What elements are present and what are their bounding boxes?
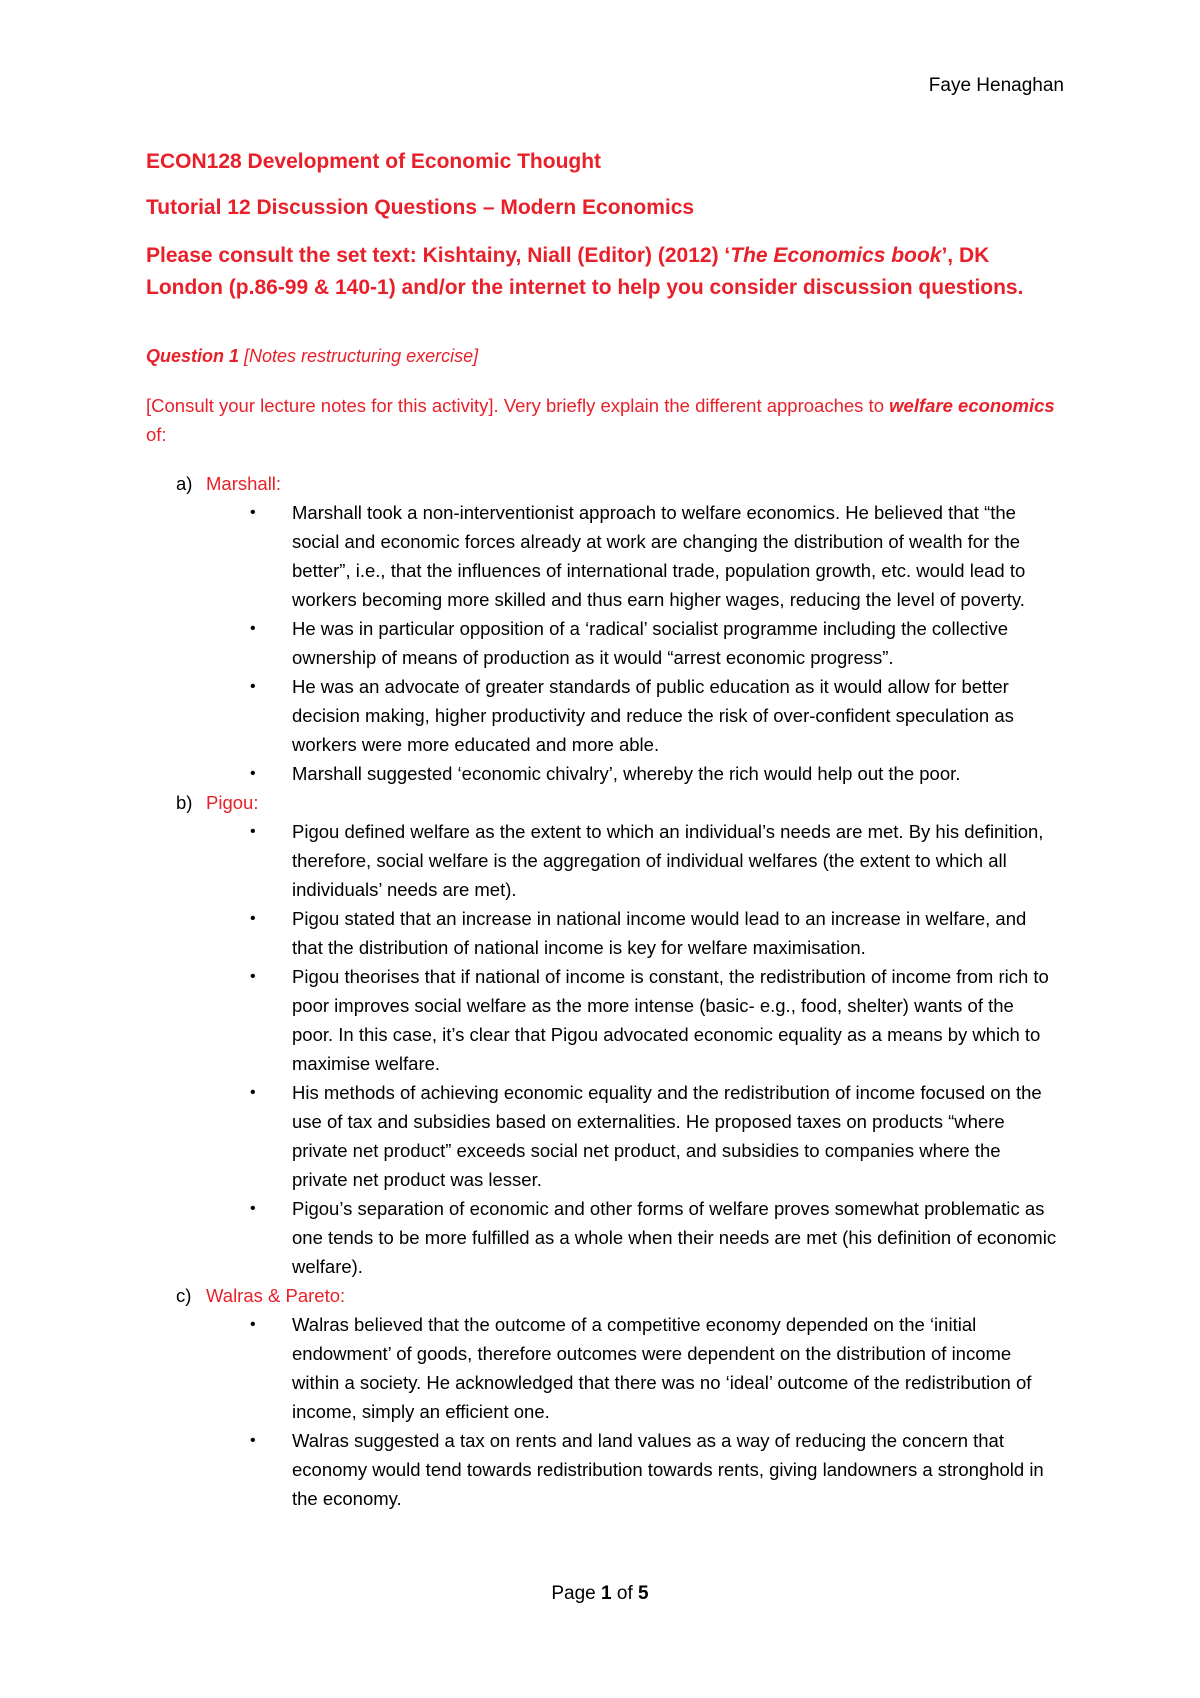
section-heading [146, 469, 1058, 498]
bullet-list [146, 498, 1058, 788]
footer-page-total: 5 [638, 1583, 649, 1604]
instruction-book-title: The Economics book [730, 244, 942, 267]
answer-section [146, 469, 1058, 788]
page-footer [0, 1583, 1200, 1605]
footer-page-word: Page [551, 1583, 596, 1604]
bullet-icon: • [250, 910, 256, 927]
list-item [146, 759, 1058, 788]
bullet-icon: • [250, 620, 256, 637]
instruction-part2: ’, DK London (p.86-99 & 140-1) and/or the internet to help you consider discussion questions. [146, 244, 1024, 299]
bullet-text: Walras believed that the outcome of a competitive economy depended on the ‘initial endowment’ of goods, therefore outcomes were dependent on the distribution of income within a society. He acknowledged that there was no ‘ideal’ outcome of the redistribution of income, simply an efficient one. [292, 1314, 1032, 1422]
answer-section [146, 1281, 1058, 1513]
section-heading [146, 1281, 1058, 1310]
section-name: Marshall: [206, 473, 282, 494]
list-item [146, 614, 1058, 672]
bullet-list [146, 817, 1058, 1281]
section-name: Walras & Pareto: [206, 1285, 346, 1306]
bullet-icon: • [250, 1432, 256, 1449]
bullet-list [146, 1310, 1058, 1513]
list-item [146, 1310, 1058, 1426]
answer-sections [146, 469, 1058, 1513]
bullet-icon: • [250, 504, 256, 521]
question-label: Question 1 [146, 346, 245, 366]
question-subtitle: [Notes restructuring exercise] [244, 346, 479, 366]
list-item [146, 498, 1058, 614]
instruction-text [146, 240, 1058, 304]
bullet-text: Pigou’s separation of economic and other forms of welfare proves somewhat problematic as one tends to be more fulfilled as a whole when their needs are met (his definition of economic welfare). [292, 1198, 1057, 1277]
bullet-text: Marshall suggested ‘economic chivalry’, whereby the rich would help out the poor. [292, 763, 961, 784]
answer-section [146, 788, 1058, 1281]
prompt-end: of: [146, 424, 167, 445]
bullet-icon: • [250, 1084, 256, 1101]
section-name: Pigou: [206, 792, 259, 813]
list-item [146, 1078, 1058, 1194]
footer-of-word: of [616, 1583, 633, 1604]
list-item [146, 817, 1058, 904]
bullet-text: His methods of achieving economic equality and the redistribution of income focused on the use of tax and subsidies based on externalities. He proposed taxes on products “where private net product” exceeds social net product, and subsidies to companies where the private net product was lesser. [292, 1082, 1042, 1190]
list-item [146, 904, 1058, 962]
list-item [146, 962, 1058, 1078]
bullet-icon: • [250, 968, 256, 985]
bullet-text: Pigou stated that an increase in national income would lead to an increase in welfare, and that the distribution of national income is key for welfare maximisation. [292, 908, 1027, 958]
header-author: Faye Henaghan [928, 75, 1064, 96]
section-letter: b) [176, 792, 193, 813]
footer-page-number: 1 [601, 1583, 612, 1604]
bullet-icon: • [250, 823, 256, 840]
document-body [146, 148, 1058, 1513]
bullet-text: Pigou defined welfare as the extent to which an individual’s needs are met. By his definition, therefore, social welfare is the aggregation of individual welfares (the extent to which all individuals’ needs are met). [292, 821, 1044, 900]
list-item [146, 1194, 1058, 1281]
bullet-text: He was an advocate of greater standards of public education as it would allow for better decision making, higher productivity and reduce the risk of over-confident speculation as workers were more educated and more able. [292, 676, 1014, 755]
tutorial-title: Tutorial 12 Discussion Questions – Modern Economics [146, 196, 695, 219]
bullet-icon: • [250, 765, 256, 782]
list-item [146, 672, 1058, 759]
bullet-text: Pigou theorises that if national of income is constant, the redistribution of income from rich to poor improves social welfare as the more intense (basic- e.g., food, shelter) wants of the poor. In this case, it’s clear that Pigou advocated economic equality as a means by which to maximise welfare. [292, 966, 1049, 1074]
question-prompt [146, 391, 1058, 449]
list-item [146, 1426, 1058, 1513]
bullet-icon: • [250, 1316, 256, 1333]
bullet-text: He was in particular opposition of a ‘radical’ socialist programme including the collective ownership of means of production as it would “arrest economic progress”. [292, 618, 1009, 668]
section-letter: a) [176, 473, 193, 494]
bullet-text: Walras suggested a tax on rents and land values as a way of reducing the concern that economy would tend towards redistribution towards rents, giving landowners a stronghold in the economy. [292, 1430, 1044, 1509]
question-heading [146, 346, 1058, 367]
section-heading [146, 788, 1058, 817]
prompt-emphasis: welfare economics [889, 395, 1055, 416]
course-title: ECON128 Development of Economic Thought [146, 150, 602, 173]
bullet-icon: • [250, 678, 256, 695]
prompt-start: [Consult your lecture notes for this activity]. Very briefly explain the different approaches to [146, 395, 890, 416]
bullet-text: Marshall took a non-interventionist approach to welfare economics. He believed that “the social and economic forces already at work are changing the distribution of wealth for the better”, i.e., that the influences of international trade, population growth, etc. would lead to workers becoming more skilled and thus earn higher wages, reducing the level of poverty. [292, 502, 1026, 610]
bullet-icon: • [250, 1200, 256, 1217]
section-letter: c) [176, 1285, 192, 1306]
instruction-part1: Please consult the set text: Kishtainy, Niall (Editor) (2012) ‘ [146, 244, 731, 267]
